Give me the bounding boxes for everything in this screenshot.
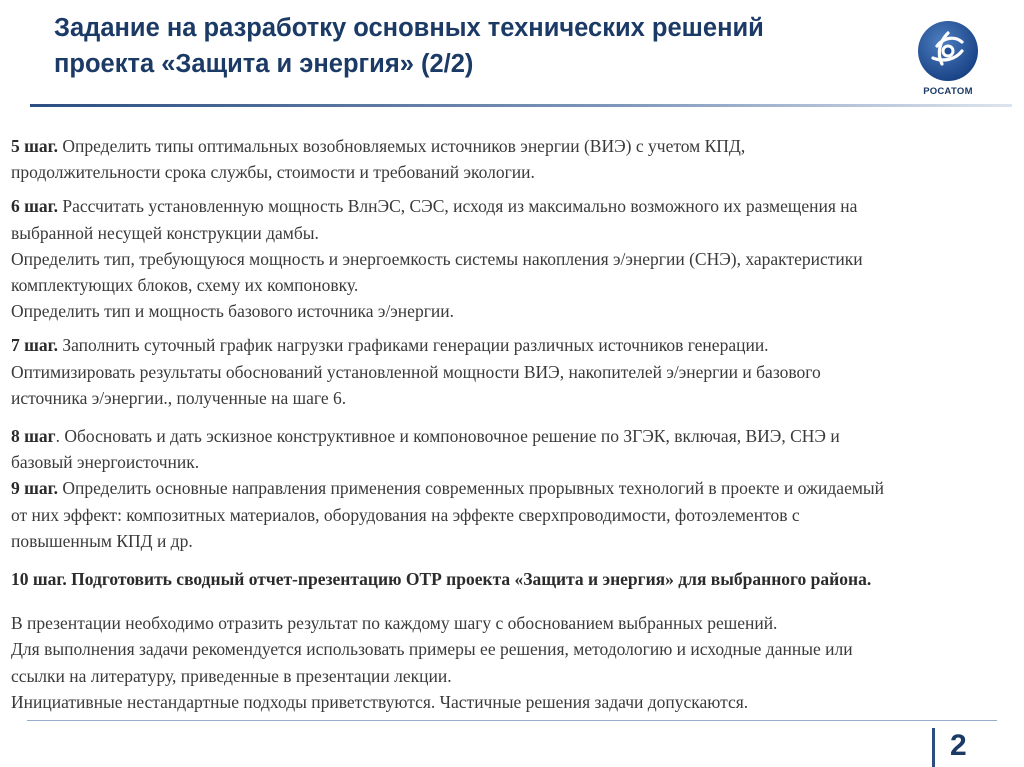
step-6 <box>11 193 1011 245</box>
note-text: Для выполнения задачи рекомендуется использовать примеры ее решения, методологию и исходные данные или <box>11 639 853 660</box>
step-text: Определить тип и мощность базового источника э/энергии. <box>11 301 454 322</box>
note-text: Инициативные нестандартные подходы приветствуются. Частичные решения задачи допускаются. <box>11 691 749 712</box>
step-text: Заполнить суточный график нагрузки графиками генерации различных источников генерации. <box>62 335 769 356</box>
step-text: Определить типы оптимальных возобновляемых источников энергии (ВИЭ) с учетом КПД, <box>62 136 746 156</box>
step-6-storage <box>11 246 1011 298</box>
slide-title <box>54 10 884 82</box>
slide-title-line-2: проекта «Защита и энергия» (2/2) <box>54 50 474 78</box>
step-text: от них эффект: композитных материалов, оборудования на эффекте сверхпроводимости, фотоэлементов с <box>11 504 800 525</box>
step-text: 10 шаг. Подготовить сводный отчет-презентацию ОТР проекта «Защита и энергия» для выбранного района. <box>11 569 872 590</box>
page-number: 2 <box>950 729 967 762</box>
step-label: 6 шаг. <box>11 196 58 217</box>
presentation-note <box>11 610 1011 636</box>
slide-title-line-1: Задание на разработку основных технических решений <box>54 14 764 42</box>
step-6-base-source <box>11 298 1011 324</box>
step-9 <box>11 475 1011 554</box>
step-text: Определить основные направления применения современных прорывных технологий в проекте и ожидаемый <box>62 478 885 499</box>
initiative-note <box>11 689 1011 715</box>
step-7 <box>11 332 1011 411</box>
step-5 <box>11 133 1011 185</box>
logo-text: РОСАТОМ <box>923 86 973 97</box>
footer-divider <box>27 720 997 721</box>
page-number-bar <box>932 728 935 767</box>
step-label: 5 шаг. <box>11 136 58 156</box>
step-label: 7 шаг. <box>11 335 58 356</box>
note-text: ссылки на литературу, приведенные в презентации лекции. <box>11 665 452 686</box>
slide-body <box>11 133 1011 715</box>
step-text: Оптимизировать результаты обоснований установленной мощности ВИЭ, накопителей э/энергии и базового <box>11 361 821 382</box>
step-label: 9 шаг. <box>11 478 58 499</box>
step-text: продолжительности срока службы, стоимости и требований экологии. <box>11 162 535 183</box>
step-text: повышенным КПД и др. <box>11 530 193 551</box>
recommendation-note <box>11 636 1011 688</box>
step-text: выбранной несущей конструкции дамбы. <box>11 222 319 243</box>
step-label: 8 шаг <box>11 426 56 447</box>
step-text: Рассчитать установленную мощность ВлнЭС, СЭС, исходя из максимально возможного их размещения на <box>62 196 858 217</box>
rosatom-logo <box>911 20 985 104</box>
step-text: базовый энергоисточник. <box>11 452 200 473</box>
step-text: комплектующих блоков, схему их компоновку. <box>11 275 359 296</box>
step-text: Определить тип, требующуюся мощность и энергоемкость системы накопления э/энергии (СНЭ), характеристики <box>11 248 863 269</box>
note-text: В презентации необходимо отразить результат по каждому шагу с обоснованием выбранных решений. <box>11 613 778 634</box>
step-8 <box>11 423 1011 475</box>
step-10 <box>11 566 1011 592</box>
header-divider <box>30 104 1012 107</box>
step-text: . Обосновать и дать эскизное конструктивное и компоновочное решение по ЗГЭК, включая, ВИЭ, СНЭ и <box>55 426 840 447</box>
step-text: источника э/энергии., полученные на шаге 6. <box>11 387 347 408</box>
rosatom-atom-icon <box>917 20 979 82</box>
